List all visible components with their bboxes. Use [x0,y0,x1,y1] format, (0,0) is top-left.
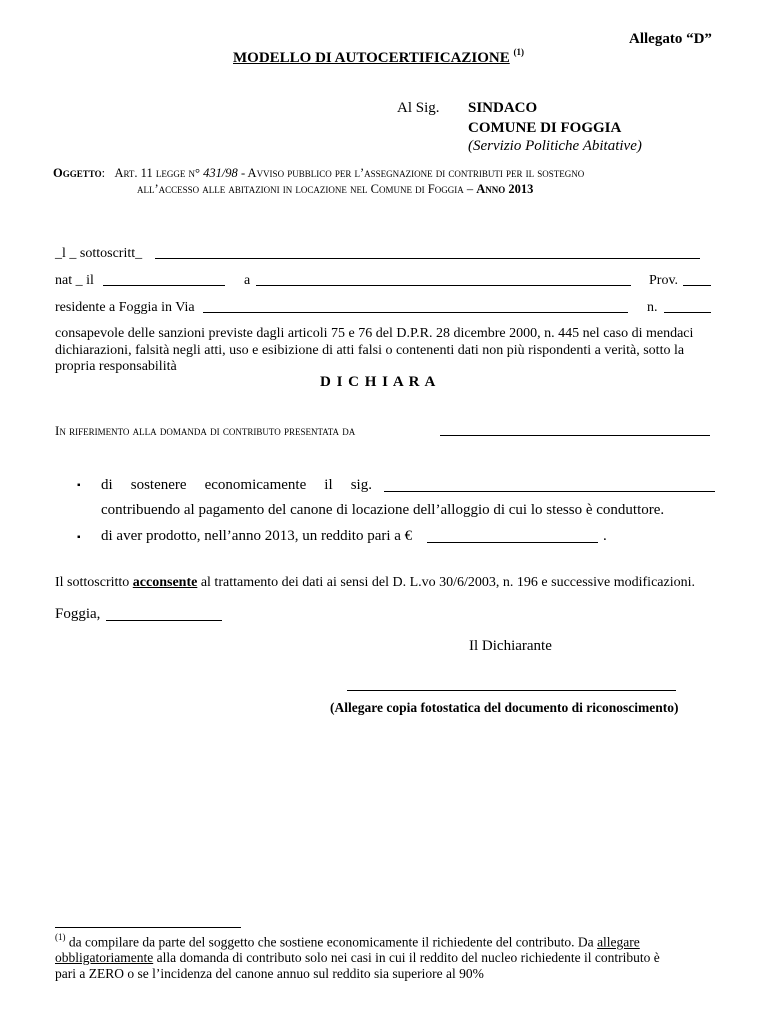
oggetto-law-number: 431/98 [203,166,238,180]
bullet-1-word: di [101,477,113,493]
riferimento-label: In riferimento alla domanda di contributo presentata da [55,423,356,438]
nato-label: nat _ il [55,273,94,288]
sostenuto-name-field[interactable] [384,479,715,492]
footnote-text-d: alla domanda di contributo solo nei casi in cui il reddito del nucleo richiedente il contributo è [156,950,660,965]
consent-line [55,575,695,591]
consapevole-line1: consapevole delle sanzioni previste dagli articoli 75 e 76 del D.P.R. 28 dicembre 2000, n. 445 nel caso di mendaci [55,326,694,341]
oggetto-anno: Anno 2013 [476,182,534,196]
recipient-line2: COMUNE DI FOGGIA [468,120,622,136]
oggetto-line2-text: all’accesso alle abitazioni in locazione nel Comune di Foggia – [137,182,474,196]
date-field[interactable] [106,608,222,621]
consent-keyword: acconsente [132,575,198,590]
recipient-line3: (Servizio Politiche Abitative) [468,138,642,154]
bullet-2-end: . [603,528,607,544]
bullet-2-marker: ▪ [77,532,81,543]
consapevole-line2: dichiarazioni, falsità negli atti, uso e esibizione di atti falsi o contenenti dati non più rispondenti a verità, sotto la [55,343,685,358]
bullet-1-line2: contribuendo al pagamento del canone di locazione dell’alloggio di cui lo stesso è conduttore. [101,502,665,518]
richiedente-field[interactable] [440,423,710,436]
residente-label: residente a Foggia in Via [55,300,195,315]
birth-place-field[interactable] [256,273,631,286]
footnote-line3: pari a ZERO o se l’incidenza del canone annuo sul reddito sia superiore al 90% [55,966,484,981]
street-number-label: n. [647,300,658,315]
sottoscritto-label: _l _ sottoscritt_ [55,246,143,261]
reddito-amount-field[interactable] [427,530,598,543]
footnote-line1 [55,933,640,951]
signature-field[interactable] [347,690,676,691]
footnote-text-b: allegare [597,934,640,950]
street-number-field[interactable] [664,300,711,313]
oggetto-line2 [137,182,533,197]
province-label: Prov. [649,273,679,288]
bullet-2-text: di aver prodotto, nell’anno 2013, un reddito pari a € [101,528,413,544]
allegato-label: Allegato “D” [629,31,712,47]
footnote-text-c: obbligatoriamente [55,950,154,965]
sottoscritto-name-field[interactable] [155,246,700,259]
dichiarante-label: Il Dichiarante [469,638,552,654]
oggetto-line1 [53,166,584,181]
recipient-line1: SINDACO [468,100,538,116]
footnote-text-a: da compilare da parte del soggetto che sostiene economicamente il richiedente del contributo. Da [68,934,594,950]
footnote-divider [55,927,241,928]
bullet-1-word: sig. [350,477,372,493]
bullet-1-word: il [324,477,333,493]
bullet-1-word: economicamente [204,477,307,493]
street-field[interactable] [203,300,628,313]
consent-suffix: al trattamento dei dati ai sensi del D. L.vo 30/6/2003, n. 196 e successive modificazioni. [200,575,695,590]
bullet-1-text [101,477,372,494]
title-footnote-marker: (1) [513,47,524,57]
birth-date-field[interactable] [103,273,225,286]
footnote-marker: (1) [55,932,66,942]
birth-place-label: a [244,273,251,288]
bullet-1-marker: ▪ [77,480,81,491]
allegare-note: (Allegare copia fotostatica del documento di riconoscimento) [330,700,679,715]
place-label: Foggia, [55,606,101,622]
oggetto-label: Oggetto [53,166,102,180]
document-title [233,48,524,67]
dichiara-heading: D I C H I A R A [320,374,437,390]
al-sig-label: Al Sig. [397,100,440,116]
sottoscritto-row [55,246,142,262]
consent-prefix: Il sottoscritto [55,575,130,590]
consapevole-line3: propria responsabilità [55,359,177,374]
document-title-text: MODELLO DI AUTOCERTIFICAZIONE [233,50,510,66]
footnote-line2 [55,950,660,966]
oggetto-colon: : [101,166,106,180]
oggetto-text-part2: - Avviso pubblico per l’assegnazione di contributi per il sostegno [240,166,585,180]
bullet-1-word: sostenere [130,477,187,493]
oggetto-text-part1: Art. 11 legge n° [114,166,200,180]
province-field[interactable] [683,273,711,286]
